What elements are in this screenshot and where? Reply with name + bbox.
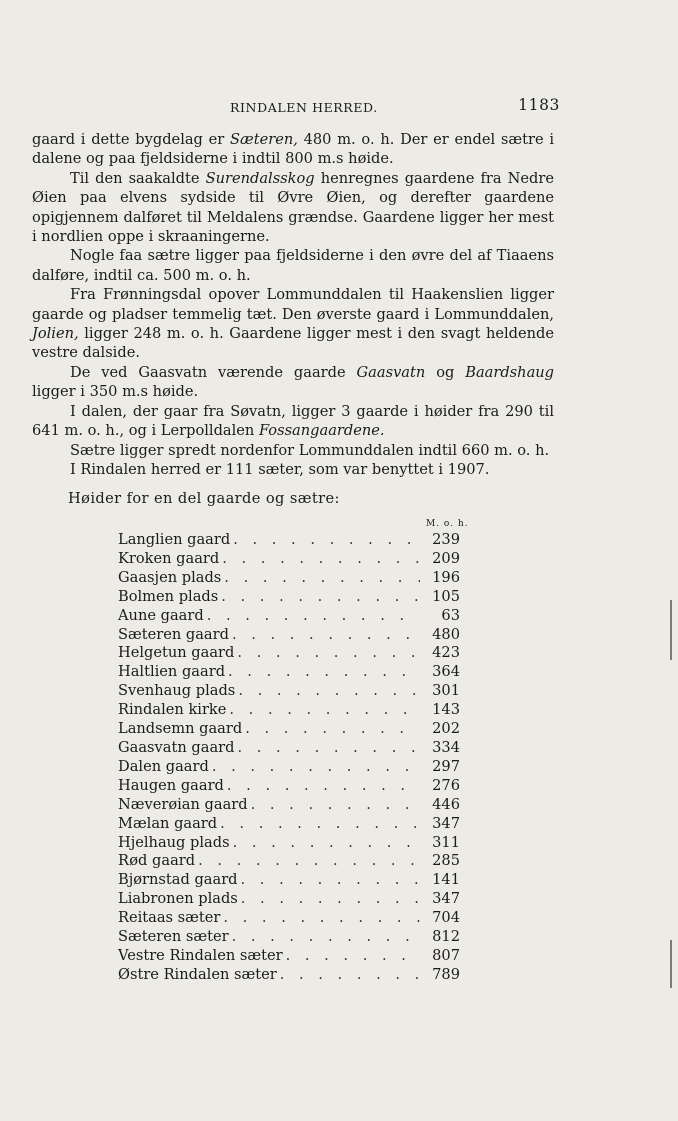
dot-leader — [220, 909, 420, 928]
table-row — [118, 890, 460, 909]
place-name: Haugen gaard — [118, 776, 224, 794]
dot-leader — [218, 588, 420, 607]
table-row — [118, 758, 460, 777]
paragraph — [32, 169, 554, 247]
dot-leader — [234, 644, 420, 663]
elevation-value: 423 — [432, 644, 460, 662]
dot-leader — [219, 550, 420, 569]
text-run: Til den saakaldte — [70, 169, 206, 187]
table-row — [118, 966, 460, 985]
table-row — [118, 852, 460, 871]
elevation-value: 704 — [432, 909, 460, 927]
place-name: Bolmen plads — [118, 587, 219, 605]
dot-leader — [238, 890, 420, 909]
text-run: I dalen, der gaar fra Søvatn, ligger 3 gaarde i høider fra 290 til 641 m. o. h., og i Lerpolldalen — [32, 402, 554, 440]
place-name: Rød gaard — [118, 852, 196, 870]
text-run: ligger 248 m. o. h. Gaardene ligger mest i den svagt heldende vestre dalside. — [32, 325, 554, 362]
dot-leader — [225, 663, 420, 682]
place-name: Sæteren gaard — [118, 625, 229, 643]
paragraph — [32, 363, 554, 402]
dot-leader — [234, 739, 420, 758]
paragraph — [32, 402, 554, 441]
elevation-value: 105 — [432, 587, 460, 605]
table-row — [118, 607, 460, 626]
table-row — [118, 777, 460, 796]
elevation-value: 141 — [432, 871, 460, 889]
table-row — [118, 588, 460, 607]
dot-leader — [195, 852, 420, 871]
elevation-value: 276 — [432, 776, 460, 794]
elevation-value: 812 — [432, 928, 460, 946]
elevation-value: 285 — [432, 852, 460, 870]
dot-leader — [238, 871, 420, 890]
table-row — [118, 909, 460, 928]
dot-leader — [229, 626, 420, 645]
place-name: Langlien gaard — [118, 531, 231, 548]
text-run: 480 m. o. h. Der er endel sætre i dalene og paa fjeldsiderne i indtil 800 m.s høide. — [32, 131, 555, 168]
elevation-value: 347 — [432, 814, 460, 832]
elevation-table — [118, 531, 460, 985]
elevation-value: 789 — [432, 965, 460, 983]
place-name: Landsemn gaard — [118, 720, 243, 738]
text-run: I Rindalen herred er 111 sæter, som var benyttet i 1907. — [70, 460, 490, 478]
dot-leader — [209, 758, 420, 777]
dot-leader — [283, 947, 420, 966]
dot-leader — [248, 796, 420, 815]
table-row — [118, 947, 460, 966]
elevation-value: 807 — [432, 946, 460, 964]
paragraph — [32, 460, 554, 479]
text-run: De ved Gaasvatn værende gaarde — [70, 363, 357, 381]
dot-leader — [230, 834, 420, 853]
running-title: RINDALEN HERRED. — [230, 100, 378, 115]
paragraph — [32, 130, 554, 169]
dot-leader — [204, 607, 420, 626]
place-name: Dalen gaard — [118, 757, 209, 775]
dot-leader — [277, 966, 420, 985]
elevation-value: 446 — [432, 795, 460, 813]
place-name: Liabronen plads — [118, 890, 238, 908]
dot-leader — [226, 701, 420, 720]
italic-text: Baardshaug — [465, 363, 555, 381]
paragraph — [32, 246, 554, 285]
unit-label: M. o. h. — [426, 519, 469, 529]
place-name: Kroken gaard — [118, 549, 220, 567]
table-row — [118, 682, 460, 701]
elevation-value: 143 — [432, 701, 460, 719]
dot-leader — [230, 531, 420, 550]
elevation-value: 239 — [432, 531, 460, 548]
place-name: Mælan gaard — [118, 814, 218, 832]
table-heading: Høider for en del gaarde og sætre: — [68, 490, 340, 507]
text-run: henregnes gaardene fra Nedre Øien paa elvens sydside til Øvre Øien, og derefter gaardene opigjennem dalføret til Meldalens grændse. Gaardene ligger her mest i nordlien oppe i skraaningerne. — [32, 169, 554, 246]
elevation-value: 297 — [432, 757, 460, 775]
table-row — [118, 871, 460, 890]
page-number: 1183 — [518, 96, 560, 114]
table-row — [118, 569, 460, 588]
place-name: Reitaas sæter — [118, 909, 221, 927]
table-row — [118, 739, 460, 758]
dot-leader — [235, 682, 420, 701]
dot-leader — [229, 928, 420, 947]
table-row — [118, 701, 460, 720]
dot-leader — [242, 720, 420, 739]
place-name: Helgetun gaard — [118, 644, 235, 662]
place-name: Sæteren sæter — [118, 928, 229, 946]
italic-text: Fossangaardene. — [258, 422, 385, 440]
italic-text: Jolien, — [32, 325, 79, 343]
paragraph — [32, 285, 554, 363]
italic-text: Gaasvatn — [356, 363, 426, 381]
table-row — [118, 928, 460, 947]
table-row — [118, 644, 460, 663]
elevation-value: 480 — [432, 625, 460, 643]
elevation-value: 209 — [432, 549, 460, 567]
elevation-value: 196 — [432, 568, 460, 586]
italic-text: Sæteren, — [230, 131, 298, 148]
elevation-value: 311 — [432, 833, 460, 851]
place-name: Gaasjen plads — [118, 568, 222, 586]
elevation-value: 301 — [432, 682, 460, 700]
place-name: Gaasvatn gaard — [118, 738, 235, 756]
italic-text: Surendalsskog — [205, 169, 315, 187]
page-edge-mark — [670, 600, 672, 660]
paragraph — [32, 441, 554, 460]
place-name: Hjelhaug plads — [118, 833, 230, 851]
place-name: Haltlien gaard — [118, 663, 226, 681]
place-name: Rindalen kirke — [118, 701, 227, 719]
page-edge-mark — [670, 940, 672, 988]
dot-leader — [217, 815, 420, 834]
text-run: gaard i dette bygdelag er — [32, 131, 230, 148]
place-name: Østre Rindalen sæter — [118, 965, 277, 983]
text-run: Sætre ligger spredt nordenfor Lommunddalen indtil 660 m. o. h. — [70, 441, 550, 459]
place-name: Svenhaug plads — [118, 682, 236, 700]
table-row — [118, 796, 460, 815]
elevation-value: 334 — [432, 738, 460, 756]
elevation-value: 202 — [432, 720, 460, 738]
body-text — [32, 130, 554, 479]
text-run: ligger i 350 m.s høide. — [32, 383, 199, 401]
place-name: Vestre Rindalen sæter — [118, 946, 283, 964]
dot-leader — [221, 569, 420, 588]
place-name: Næverøian gaard — [118, 795, 248, 813]
dot-leader — [224, 777, 420, 796]
table-row — [118, 663, 460, 682]
elevation-value: 347 — [432, 890, 460, 908]
table-row — [118, 626, 460, 645]
table-row — [118, 834, 460, 853]
place-name: Aune gaard — [118, 606, 204, 624]
table-row — [118, 720, 460, 739]
table-row — [118, 815, 460, 834]
elevation-value: 364 — [432, 663, 460, 681]
table-row — [118, 531, 460, 550]
text-run: Nogle faa sætre ligger paa fjeldsiderne i den øvre del af Tiaaens dalføre, indtil ca. 500 m. o. h. — [32, 247, 554, 284]
table-row — [118, 550, 460, 569]
elevation-value: 63 — [441, 606, 460, 624]
text-run: Fra Frønningsdal opover Lommunddalen til Haakenslien ligger gaarde og pladser temmelig tæt. Den øverste gaard i Lommunddalen, — [32, 286, 554, 323]
place-name: Bjørnstad gaard — [118, 871, 238, 889]
text-run: og — [425, 363, 466, 381]
